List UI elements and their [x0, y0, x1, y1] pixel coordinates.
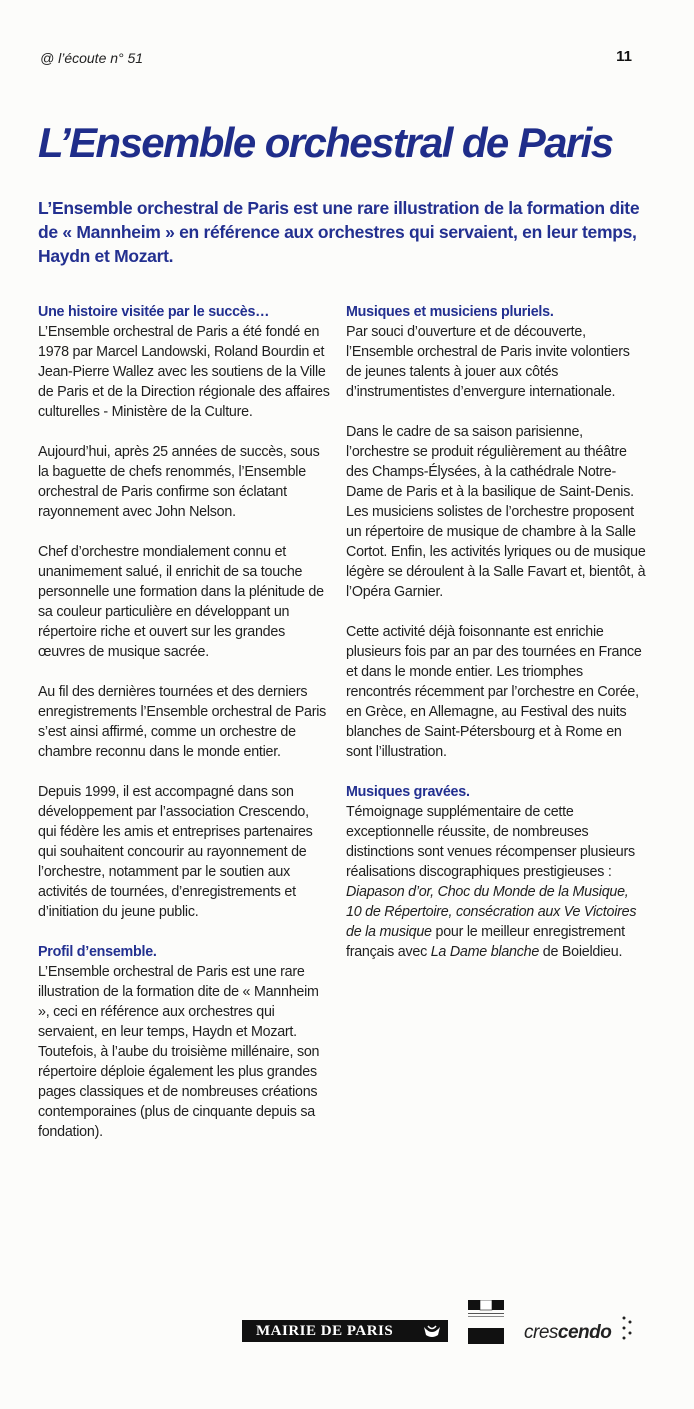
text-run: Témoignage supplémentaire de cette exceptionnelle réussite, de nombreuses distinctions sont venues récompenser plusieurs réalisations discographiques prestigieuses : — [346, 804, 635, 880]
mairie-logo-text: MAIRIE DE PARIS — [256, 1322, 394, 1339]
paragraph: Par souci d’ouverture et de découverte, l’Ensemble orchestral de Paris invite volontiers de jeunes talents à jouer aux côtés d’instrumentistes d’envergure internationale. — [346, 324, 630, 400]
article-title: L’Ensemble orchestral de Paris — [38, 119, 613, 166]
lead-paragraph: L’Ensemble orchestral de Paris est une rare illustration de la formation dite de « Mannheim » en référence aux orchestres qui servaient, en leur temps, Haydn et Mozart. — [38, 198, 640, 266]
paragraph: Chef d’orchestre mondialement connu et unanimement salué, il enrichit de sa touche personnelle une formation dans la plénitude de sa couleur particulière en développant un répertoire riche et ouvert sur les grandes œuvres de musique sacrée. — [38, 544, 324, 660]
paragraph: Au fil des dernières tournées et des derniers enregistrements l’Ensemble orchestral de Paris s’est ainsi affirmé, comme un orchestre de chambre reconnu dans le monde entier. — [38, 684, 327, 760]
ministry-of-culture-logo-icon — [468, 1300, 504, 1344]
album-title: La Dame blanche — [430, 944, 540, 960]
text-run: pour le meilleur enregistrement français avec — [346, 924, 625, 960]
crescendo-logo-part: cres — [524, 1322, 558, 1343]
running-head: @ l’écoute n° 51 — [40, 50, 144, 66]
mairie-de-paris-logo — [242, 1320, 448, 1342]
crescendo-dots-icon — [620, 1314, 634, 1342]
left-column — [38, 302, 330, 1162]
paragraph-distinctions — [346, 802, 646, 962]
section-heading-musiciens: Musiques et musiciens pluriels. — [346, 304, 554, 320]
text-run: de Boieldieu. — [539, 944, 623, 960]
paragraph: Cette activité déjà foisonnante est enrichie plusieurs fois par an par des tournées en France et dans le monde entier. Les triomphes rencontrés récemment par l’orchestre en Corée, en Grèce, en Allemagne, au Festival des nuits blanches de Saint-Pétersbourg et à Rome en sont l’illustration. — [346, 624, 642, 760]
crescendo-logo-part-bold: cendo — [557, 1322, 612, 1343]
paragraph: Aujourd’hui, après 25 années de succès, sous la baguette de chefs renommés, l’Ensemble orchestral de Paris confirme son éclatant rayonnement avec John Nelson. — [38, 444, 320, 520]
crescendo-logo — [524, 1322, 611, 1344]
ship-emblem-icon — [422, 1323, 442, 1339]
right-column — [346, 302, 646, 982]
paragraph: L’Ensemble orchestral de Paris est une rare illustration de la formation dite de « Mannheim », ceci en référence aux orchestres qui servaient, en leur temps, Haydn et Mozart. Toutefois, à l’aube du troisième millénaire, son répertoire déploie également les plus grandes pages classiques et de nombreuses créations contemporaines (plus de cinquante depuis sa fondation). — [38, 964, 320, 1140]
section-heading-profil: Profil d’ensemble. — [38, 944, 157, 960]
paragraph: Dans le cadre de sa saison parisienne, l’orchestre se produit régulièrement au théâtre des Champs-Élysées, à la cathédrale Notre-Dame de Paris et à la basilique de Saint-Denis. Les musiciens solistes de l’orchestre proposent un répertoire de musique de chambre à la Salle Cortot. Enfin, les activités lyriques ou de musique légère se déroulent à la Salle Favart et, bientôt, à l’Opéra Garnier. — [346, 424, 646, 600]
paragraph: Depuis 1999, il est accompagné dans son développement par l’association Crescendo, qui fédère les amis et entreprises partenaires qui souhaitent concourir au rayonnement de l’orchestre, notamment par le soutien aux activités de tournées, d’enregistrements et d’initiation du jeune public. — [38, 784, 313, 920]
paragraph: L’Ensemble orchestral de Paris a été fondé en 1978 par Marcel Landowski, Roland Bourdin et Jean-Pierre Wallez avec les soutiens de la Ville de Paris et de la Direction régionale des affaires culturelles - Ministère de la Culture. — [38, 324, 330, 420]
awards-list: Diapason d’or, Choc du Monde de la Musique, 10 de Répertoire, consécration aux Ve Victoires de la musique — [346, 884, 637, 940]
sponsor-logos — [0, 1296, 694, 1356]
page-number: 11 — [616, 48, 632, 65]
section-heading-histoire: Une histoire visitée par le succès… — [38, 304, 270, 320]
section-heading-gravees: Musiques gravées. — [346, 784, 470, 800]
